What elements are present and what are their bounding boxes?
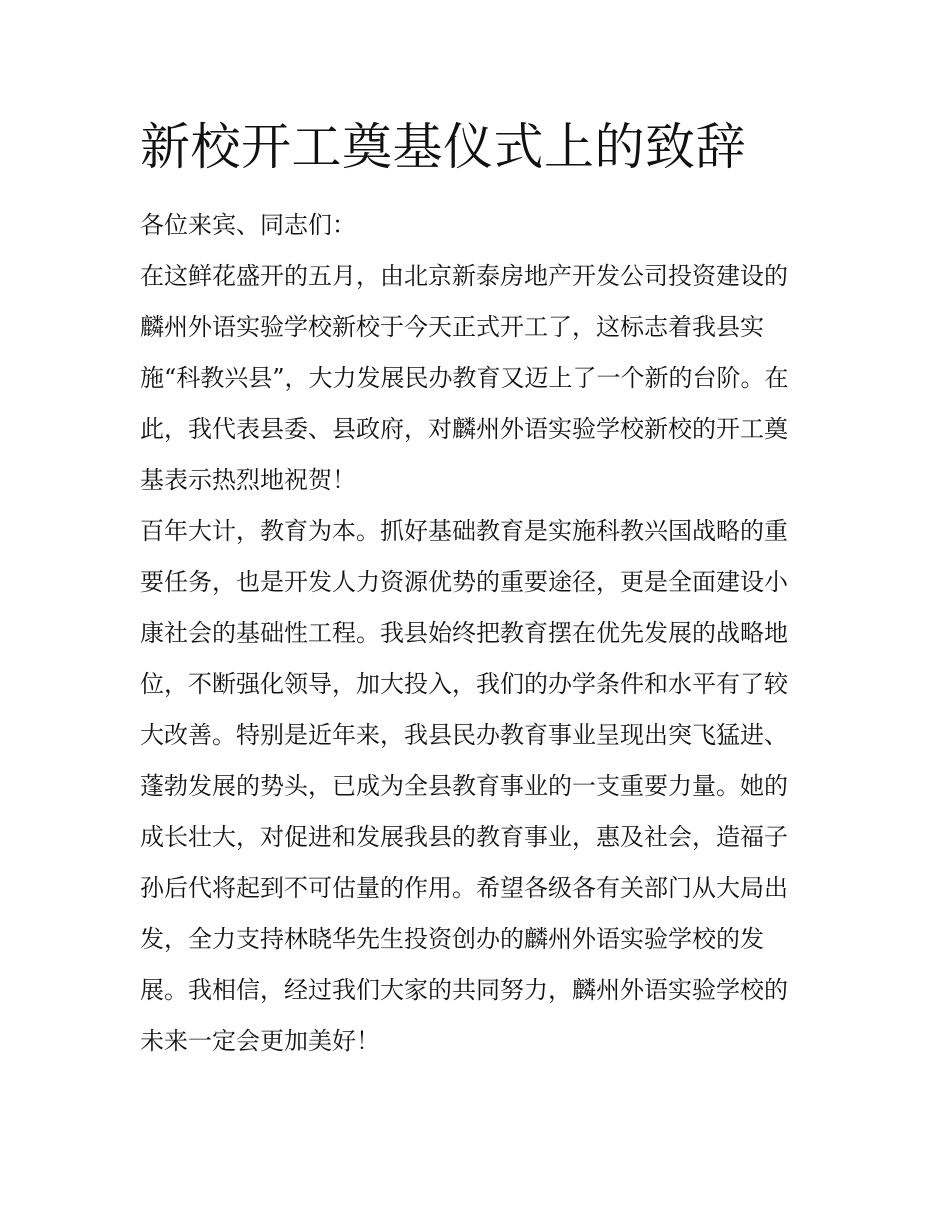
text-line: 蓬勃发展的势头，已成为全县教育事业的一支重要力量。她的 xyxy=(140,772,788,800)
text-line: 未来一定会更加美好！ xyxy=(140,1027,380,1055)
text-line: 孙后代将起到不可估量的作用。希望各级各有关部门从大局出 xyxy=(140,874,788,902)
document-title: 新校开工奠基仪式上的致辞 xyxy=(140,118,746,176)
text-line: 康社会的基础性工程。我县始终把教育摆在优先发展的战略地 xyxy=(140,619,788,647)
text-line-salutation: 各位来宾、同志们： xyxy=(140,211,356,239)
text-line: 大改善。特别是近年来，我县民办教育事业呈现出突飞猛进、 xyxy=(140,721,788,749)
text-line: 位，不断强化领导，加大投入，我们的办学条件和水平有了较 xyxy=(140,670,788,698)
text-line: 展。我相信，经过我们大家的共同努力，麟州外语实验学校的 xyxy=(140,976,788,1004)
text-line: 麟州外语实验学校新校于今天正式开工了，这标志着我县实 xyxy=(140,313,764,341)
text-line: 在这鲜花盛开的五月，由北京新泰房地产开发公司投资建设的 xyxy=(140,262,788,290)
text-line: 百年大计，教育为本。抓好基础教育是实施科教兴国战略的重 xyxy=(140,517,788,545)
text-line: 此，我代表县委、县政府，对麟州外语实验学校新校的开工奠 xyxy=(140,415,788,443)
text-line: 施“科教兴县”，大力发展民办教育又迈上了一个新的台阶。在 xyxy=(140,364,789,392)
text-line: 基表示热烈地祝贺！ xyxy=(140,466,356,494)
text-line: 发，全力支持林晓华先生投资创办的麟州外语实验学校的发 xyxy=(140,925,764,953)
text-line: 成长壮大，对促进和发展我县的教育事业，惠及社会，造福子 xyxy=(140,823,788,851)
document-body xyxy=(140,200,820,1067)
text-line: 要任务，也是开发人力资源优势的重要途径，更是全面建设小 xyxy=(140,568,788,596)
